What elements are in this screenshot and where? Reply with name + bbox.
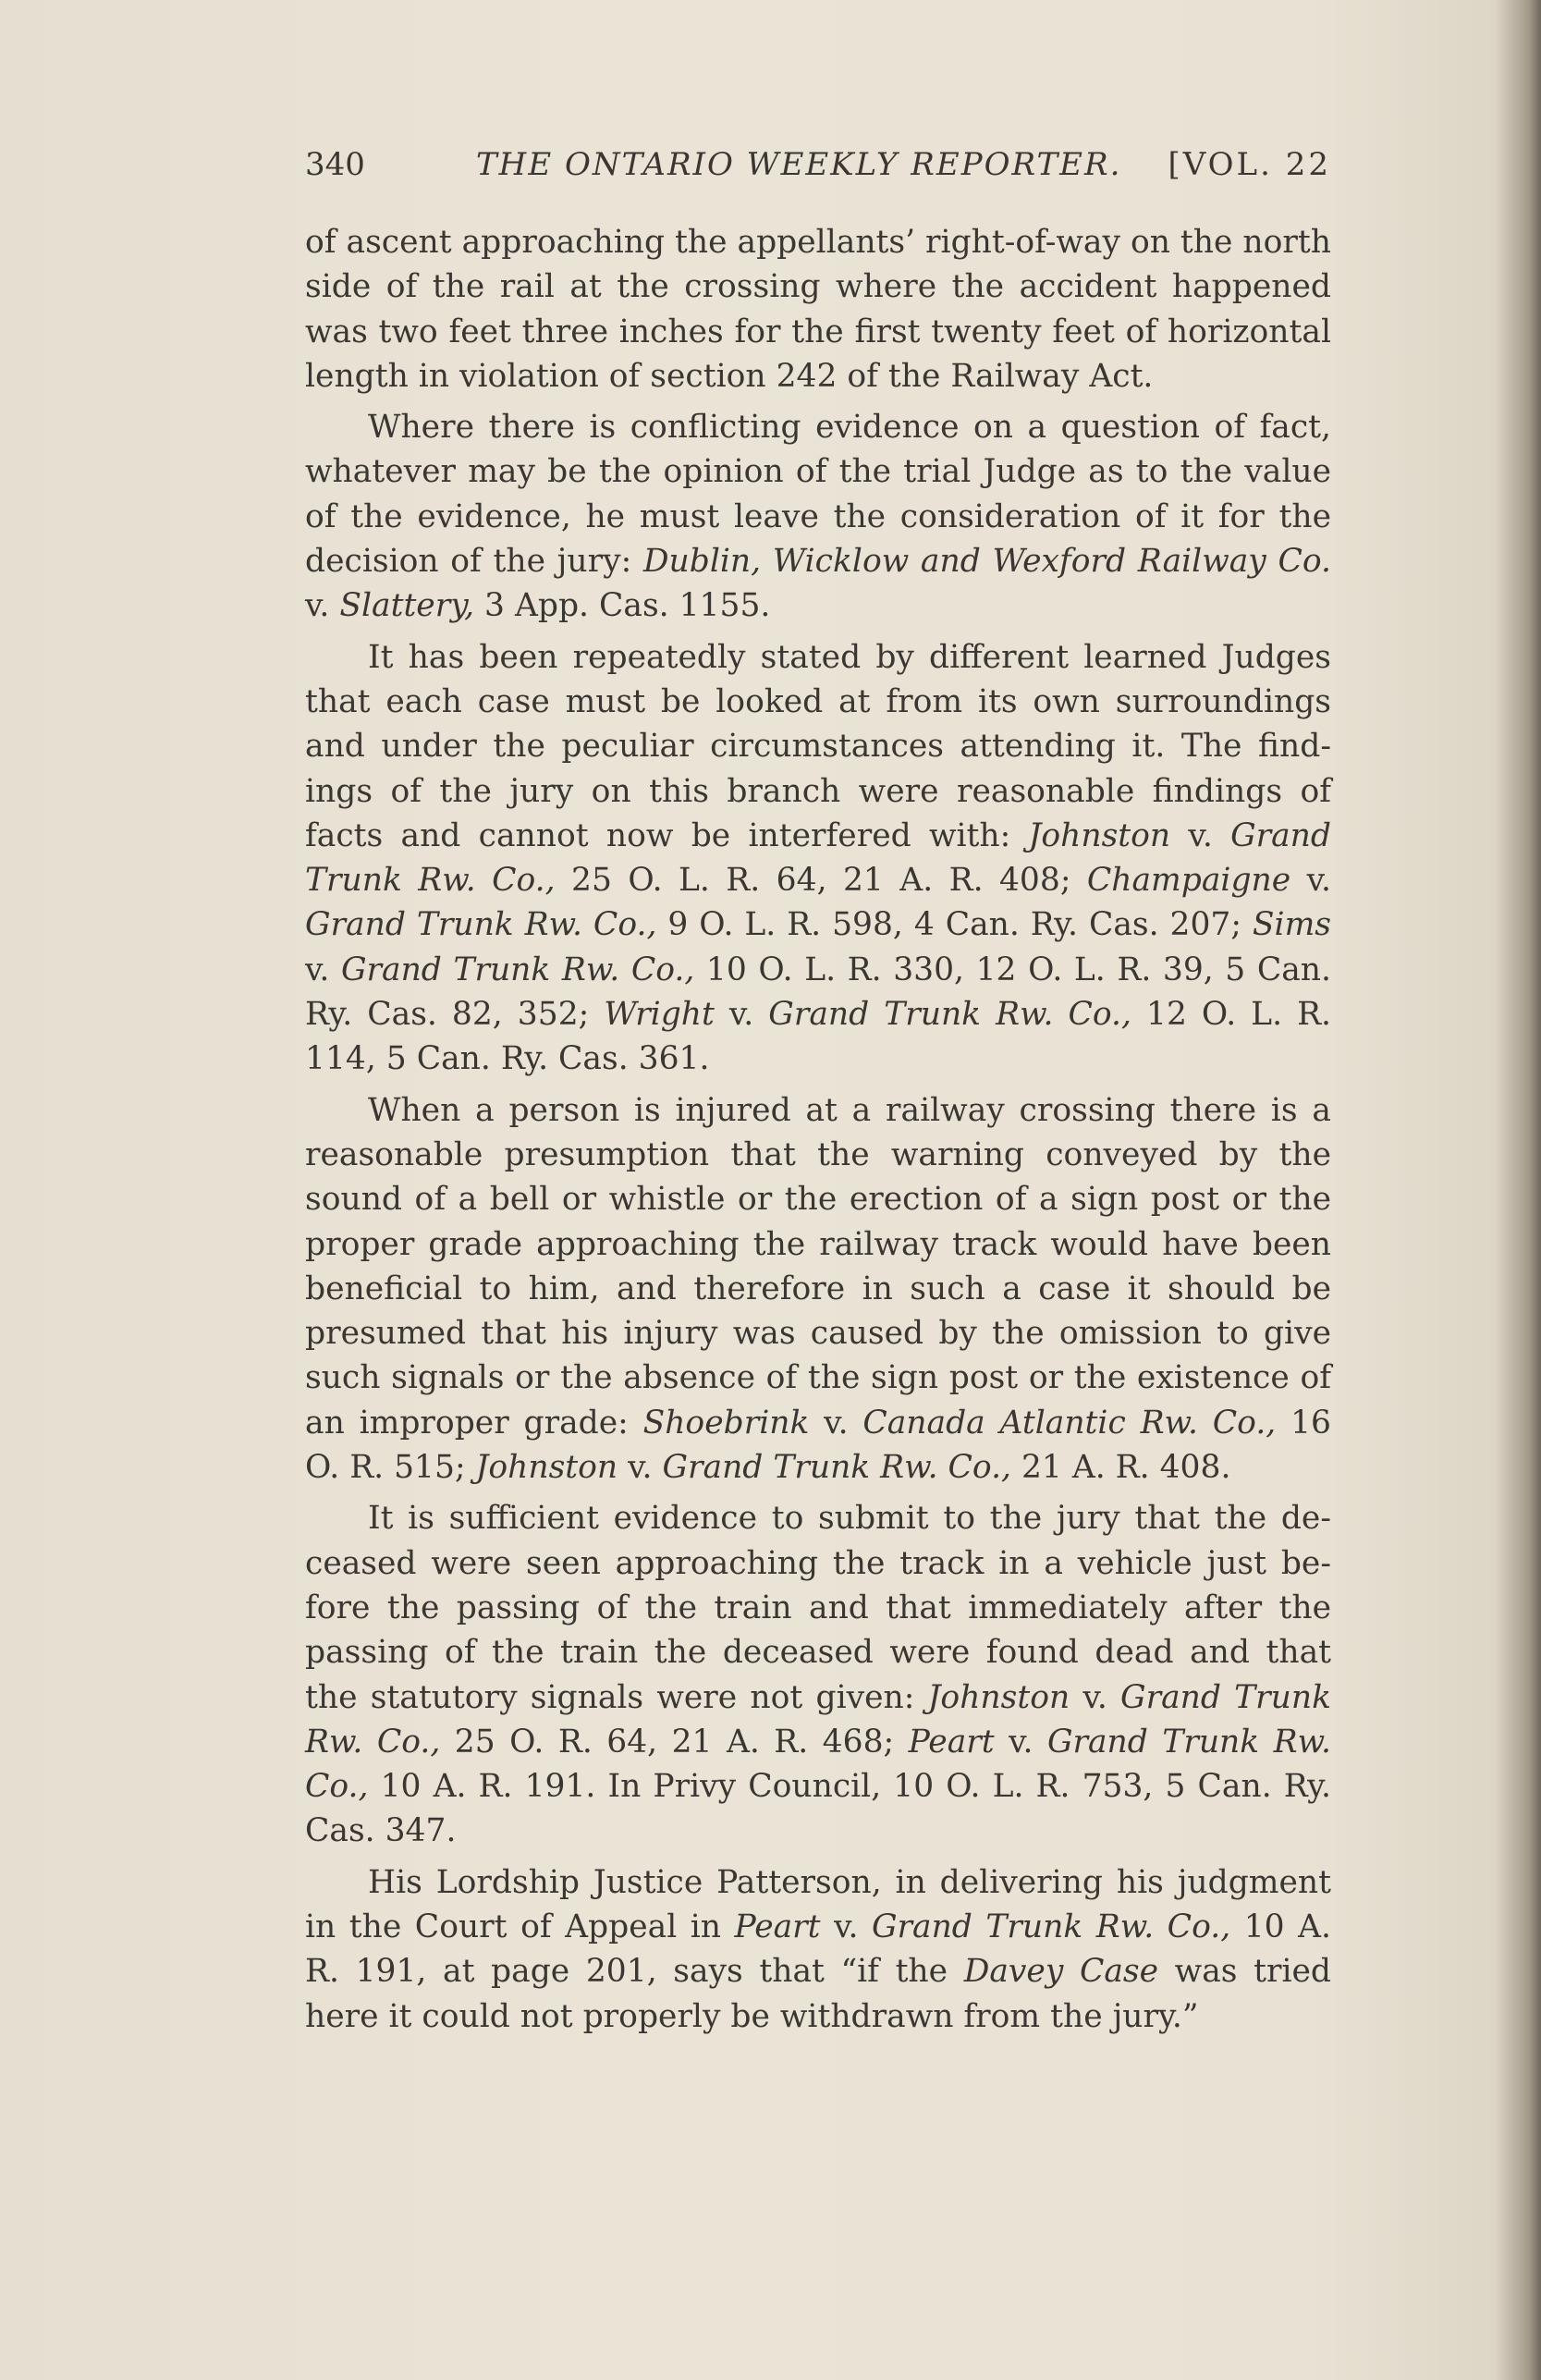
case-citation-italic: Grand Trunk Rw. Co., (340, 951, 695, 988)
text-run: v. (1070, 1678, 1121, 1716)
paragraph-3 (305, 635, 1331, 1082)
text-run: 9 O. L. R. 598, 4 Can. Ry. Cas. 207; (656, 906, 1253, 944)
case-citation-italic: Peart (734, 1908, 821, 1945)
text-run: v. (1170, 816, 1231, 854)
text-run: 3 App. Cas. 1155. (474, 587, 771, 625)
body-text (305, 220, 1331, 2045)
case-citation-italic: Grand Trunk Rw. Co., (305, 1723, 1332, 1806)
text-run: 21 A. R. 408. (1011, 1449, 1231, 1487)
case-citation-italic: Peart (908, 1723, 995, 1760)
text-run: v. (305, 587, 340, 625)
text-run: 25 O. L. R. 64, 21 A. R. 408; (555, 862, 1087, 900)
text-run: 10 A. R. 191, at page 201, says that “if the (305, 1908, 1332, 1991)
text-run: 10 O. L. R. 330, 12 O. L. R. 39, 5 Can. Ry. Cas. 82, 352; (305, 951, 1331, 1034)
running-title: THE ONTARIO WEEKLY REPORTER. (476, 146, 1122, 183)
case-citation-italic: Grand Trunk Rw. Co., (662, 1449, 1011, 1487)
page-header (305, 146, 1331, 192)
text-run: It is sufficient evidence to submit to the jury that the deceased were seen approaching the track in a vehicle just before the passing of the train and that immediately after the passing of the train the deceased were found dead and that the statutory signals were not given: (305, 1500, 1331, 1716)
text-run: 16 O. R. 515; (305, 1404, 1331, 1487)
case-citation-italic: Grand Trunk Rw. Co., (305, 906, 657, 944)
case-citation-italic: Johnston (1028, 816, 1171, 854)
text-run: v. (305, 951, 341, 988)
case-citation-italic: Canada Atlantic Rw. Co., (862, 1404, 1277, 1441)
text-run: 25 O. R. 64, 21 A. R. 468; (440, 1723, 909, 1760)
paragraph-5 (305, 1496, 1331, 1853)
paragraph-1 (305, 220, 1331, 399)
text-run: When a person is injured at a railway crossing there is a reasonable presumption that the warning conveyed by the sound of a bell or whistle or the erection of a sign post or the proper grade approaching the railway track would have been beneficial to him, and therefore in such a case it should be presumed that his injury was caused by the omission to give such signals or the absence of the sign post or the existence of an improper grade: (305, 1091, 1331, 1441)
text-run: v. (994, 1723, 1047, 1760)
case-citation-italic: Grand Trunk Rw. Co., (305, 1678, 1332, 1760)
case-citation-italic: Wright (604, 996, 715, 1034)
case-citation-italic: Slattery, (339, 587, 475, 625)
text-run: Where there is conflicting evidence on a question of fact, whatever may be the opinion of the trial Judge as to the value of the evidence, he must leave the consideration of it for the decision of the jury: (305, 409, 1331, 581)
case-citation-italic: Johnston (927, 1678, 1070, 1716)
case-citation-italic: Davey Case (963, 1953, 1159, 1991)
text-run: v. (809, 1404, 863, 1441)
case-citation-italic: Grand Trunk Rw. Co., (768, 996, 1131, 1034)
paragraph-6 (305, 1860, 1331, 2039)
case-citation-italic: Champaigne (1086, 862, 1291, 900)
text-run: It has been repeatedly stated by different learned Judges that each case must be looked at from its own surroundings and under the peculiar circumstances attending it. The findings of the jury on this branch were reasonable findings of facts and cannot now be interfered with: (305, 638, 1331, 854)
text-run: v. (714, 996, 769, 1034)
text-run: His Lordship Justice Patterson, in delivering his judgment in the Court of Appeal in (305, 1863, 1331, 1945)
volume-label: [VOL. 22 (1168, 146, 1331, 183)
text-run: v. (1290, 862, 1331, 900)
case-citation-italic: Grand Trunk Rw. Co., (305, 816, 1331, 900)
text-run: 12 O. L. R. 114, 5 Can. Ry. Cas. 361. (305, 996, 1332, 1078)
text-run: of ascent approaching the appellants’ right-of-way on the north side of the rail at the crossing where the accident happened was two feet three inches for the first twenty feet of horizontal length in violation of section 242 of the Railway Act. (305, 224, 1331, 395)
case-citation-italic: Grand Trunk Rw. Co., (871, 1908, 1231, 1945)
case-citation-italic: Sims (1252, 906, 1332, 944)
text-run: v. (820, 1908, 872, 1945)
case-citation-italic: Dublin, Wicklow and Wexford Railway Co. (642, 543, 1332, 581)
case-citation-italic: Shoebrink (642, 1404, 810, 1441)
case-citation-italic: Johnston (475, 1449, 618, 1487)
text-run: was tried here it could not properly be withdrawn from the jury.” (305, 1953, 1331, 2035)
text-run: 10 A. R. 191. In Privy Council, 10 O. L. R. 753, 5 Can. Ry. Cas. 347. (305, 1768, 1331, 1850)
paragraph-4 (305, 1088, 1331, 1491)
paragraph-2 (305, 405, 1331, 628)
page-number: 340 (305, 146, 365, 183)
text-run: v. (618, 1449, 663, 1487)
